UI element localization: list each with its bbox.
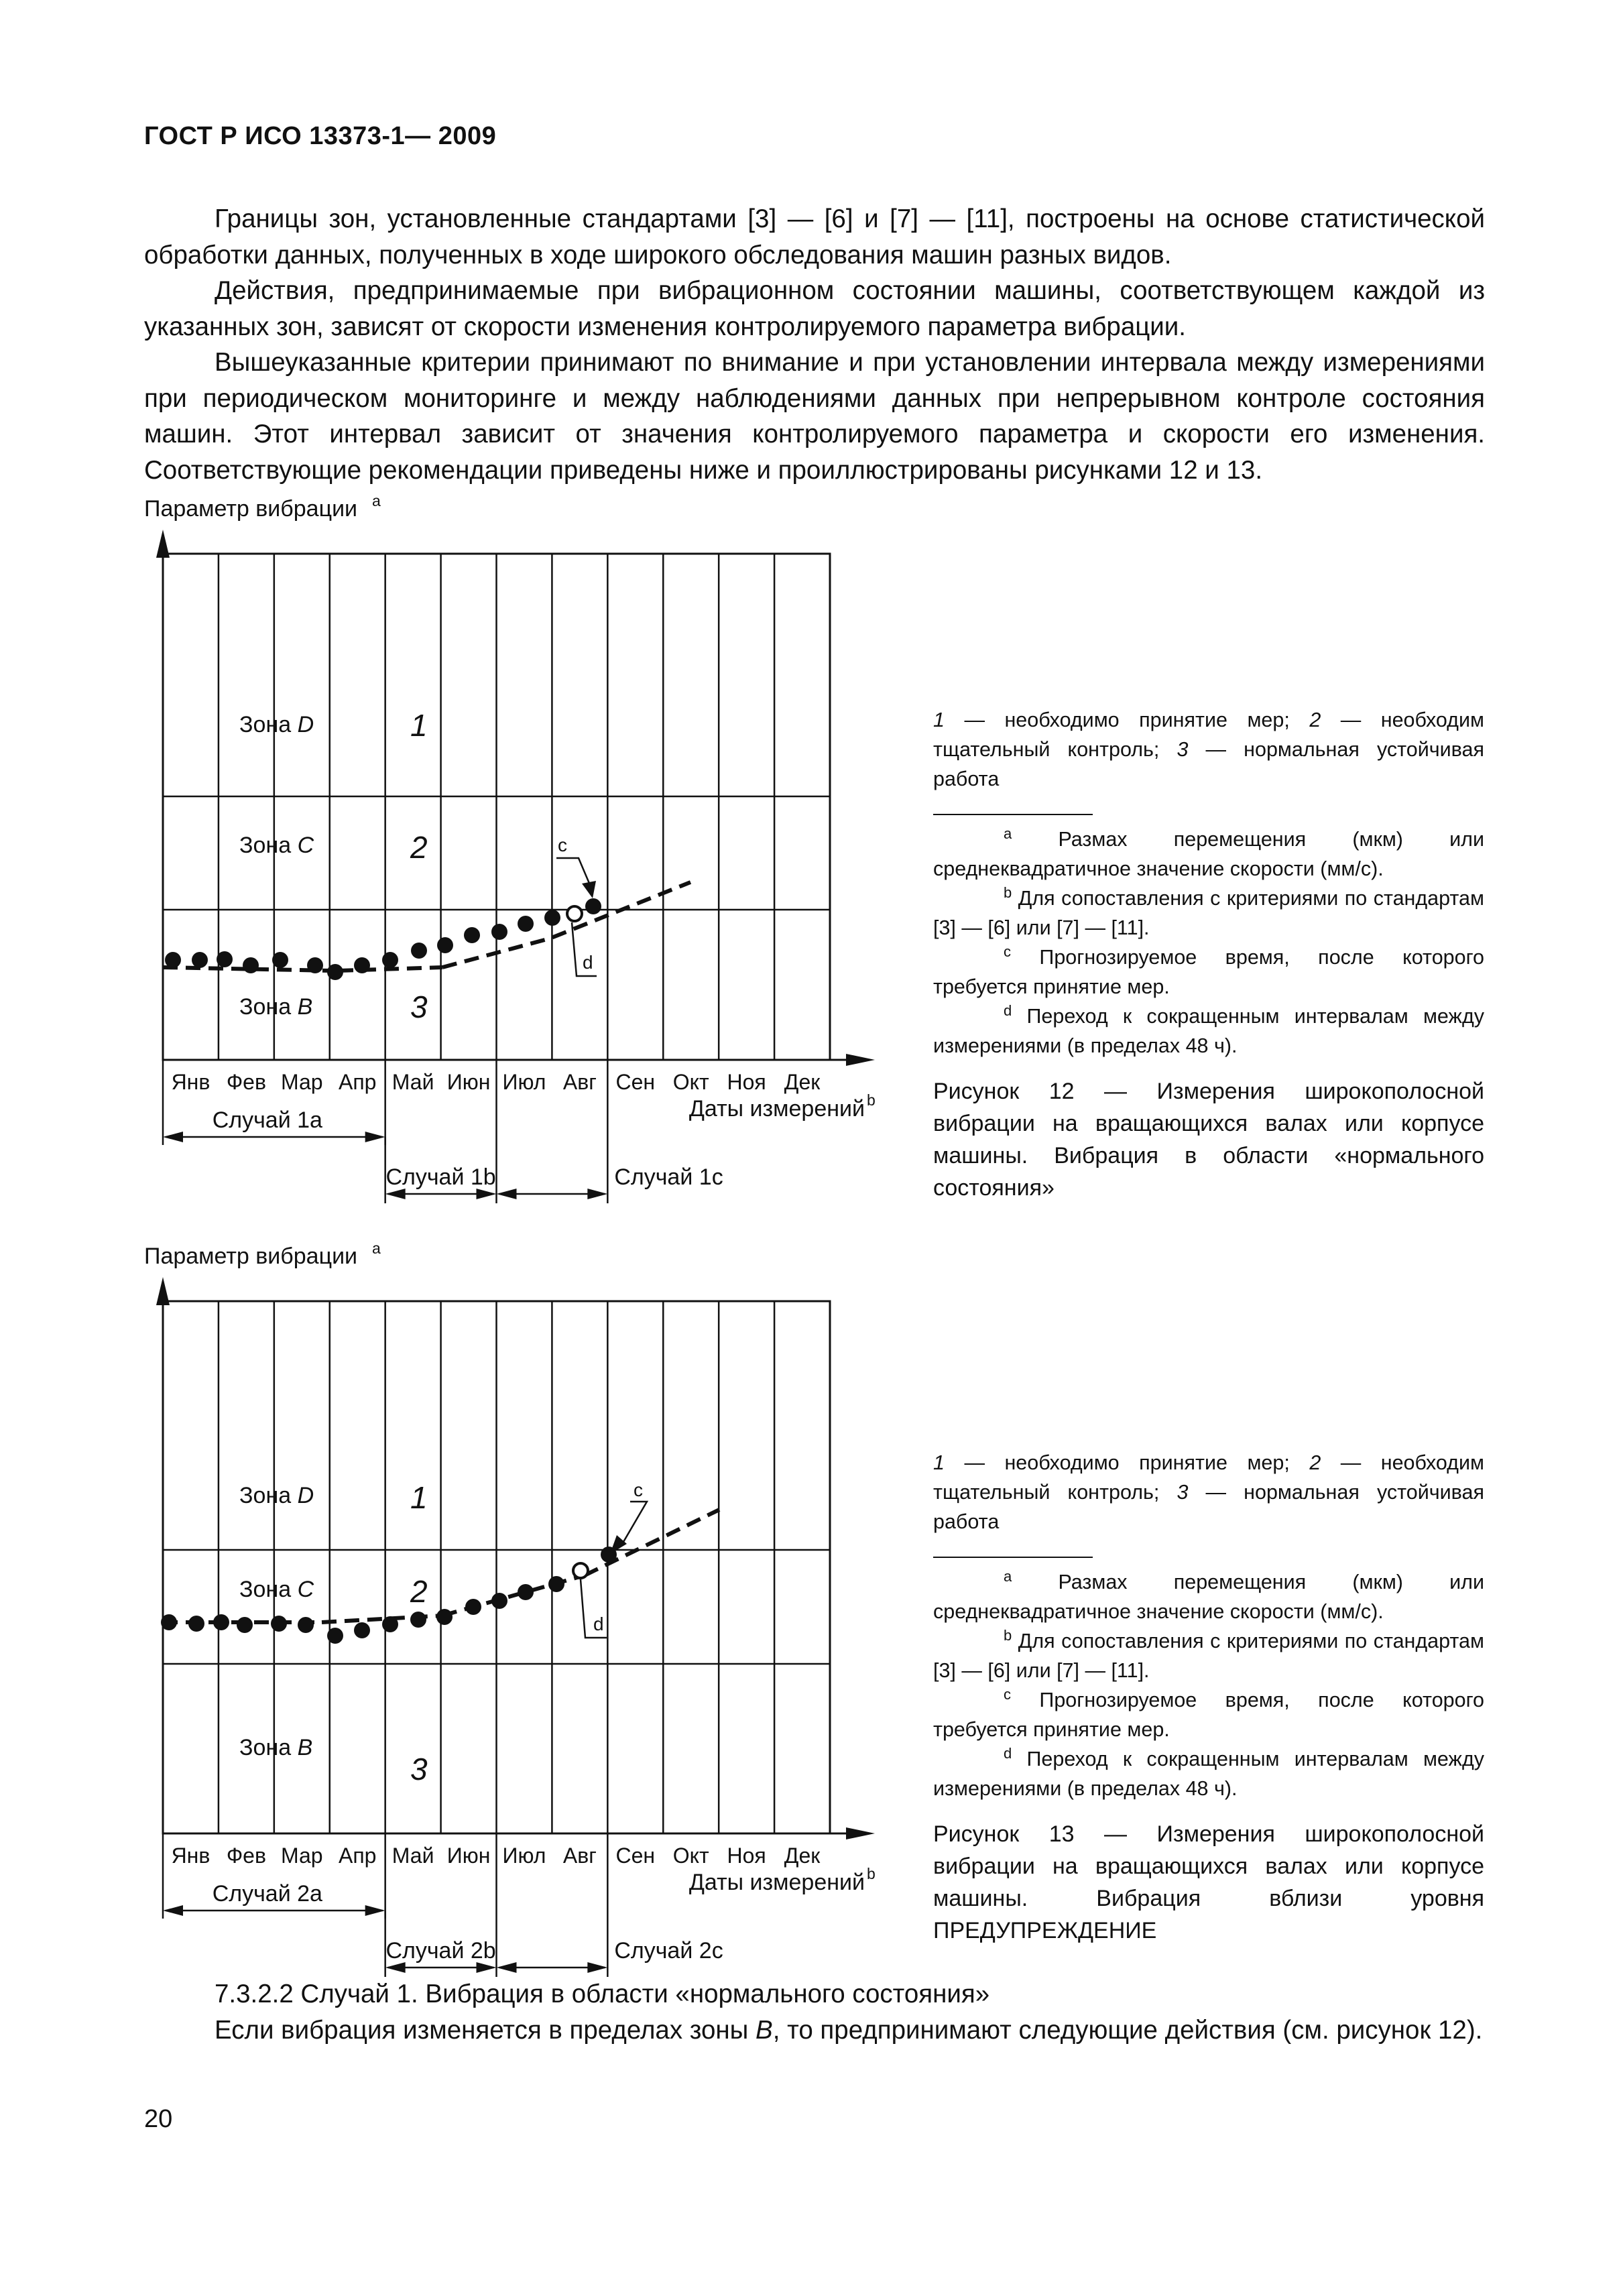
footnote-a: $^a$ Размах перемещения (мкм) или среднеквадратичное значение скорости (мм/с). <box>933 1567 1484 1623</box>
measurement-point <box>410 1612 426 1628</box>
zone-number: 2 <box>410 830 428 865</box>
marker-c-label: c <box>558 835 567 855</box>
month-label: Мар <box>280 1844 323 1868</box>
zone-number: 3 <box>410 989 428 1024</box>
case-label: Случай 2a <box>212 1881 322 1907</box>
measurement-point <box>354 1622 370 1638</box>
footnote-b: $^b$ Для сопоставления с критериями по стандартам [3] — [6] или [7] — [11]. <box>933 884 1484 939</box>
x-axis-superscript: b <box>867 1091 876 1109</box>
month-label: Июл <box>502 1844 546 1868</box>
case-label: Случай 1c <box>614 1164 723 1190</box>
figure-13-notes <box>933 1448 1484 1947</box>
y-axis-label: Параметр вибрации <box>144 1244 358 1269</box>
paragraph: Границы зон, установленные стандартами [3] — [6] и [7] — [11], построены на основе статистической обработки данных, полученных в ходе широкого обследования машин разных видов. <box>144 204 1485 269</box>
month-label: Авг <box>562 1844 597 1868</box>
paragraph: Вышеуказанные критерии принимают по внимание и при установлении интервала между измерениями при периодическом мониторинге и между наблюдениями данных при непрерывном контроле состояния машин. Этот интервал зависит от значения контролируемого параметра и скорости его изменения. Соответствующие рекомендации приведены ниже и проиллюстрированы рисунками 12 и 13. <box>144 348 1485 485</box>
measurement-point <box>298 1617 314 1633</box>
footnote-d: $^d$ Переход к сокращенным интервалам между измерениями (в пределах 48 ч). <box>933 1744 1484 1800</box>
zone-label <box>239 1735 312 1760</box>
document-header: ГОСТ Р ИСО 13373-1— 2009 <box>144 122 497 150</box>
month-label: Май <box>392 1844 434 1868</box>
marker-c-label: c <box>634 1479 643 1500</box>
measurement-point <box>213 1614 229 1630</box>
zone-label-text: Зона <box>239 833 298 858</box>
footnote-divider <box>933 814 1093 815</box>
marker-c-leader <box>623 1502 647 1542</box>
measurement-point <box>465 1599 481 1615</box>
marker-d-label: d <box>583 952 593 973</box>
figure-12-notes <box>933 705 1484 1204</box>
x-axis-label: Даты измерений <box>688 1870 865 1895</box>
zone-letter: D <box>297 1483 314 1508</box>
case-label: Случай 1b <box>385 1164 496 1190</box>
month-label: Май <box>392 1070 434 1094</box>
page-number: 20 <box>144 2105 173 2133</box>
month-label: Июн <box>446 1070 491 1094</box>
zone-letter: B <box>297 994 313 1020</box>
section-title: 7.3.2.2 Случай 1. Вибрация в области «нормального состояния» <box>215 1980 990 2008</box>
footnote-divider <box>933 1557 1093 1558</box>
zone-number: 1 <box>410 708 428 743</box>
zone-label-text: Зона <box>239 994 298 1020</box>
case-arrow <box>385 1962 406 1973</box>
case-label: Случай 1a <box>212 1107 322 1133</box>
measurement-point <box>161 1614 177 1630</box>
measurement-point <box>271 1616 287 1632</box>
month-label: Авг <box>562 1070 597 1094</box>
zone-number: 1 <box>410 1480 428 1515</box>
measurement-point <box>491 1593 507 1609</box>
measurement-point <box>436 1609 453 1625</box>
month-label: Дек <box>784 1844 821 1868</box>
section-7-3-2-2 <box>144 1976 1485 2048</box>
case-arrow <box>365 1905 385 1916</box>
month-label: Апр <box>338 1070 377 1094</box>
figure-12-caption: Рисунок 12 — Измерения широкополосной вибрации на вращающихся валах или корпусе машины. Вибрация в области «нормального состояния» <box>933 1079 1484 1201</box>
month-label: Ноя <box>727 1844 766 1868</box>
month-label: Окт <box>672 1070 709 1094</box>
paragraph: Действия, предпринимаемые при вибрационном состоянии машины, соответствующем каждой из указанных зон, зависят от скорости изменения контролируемого параметра вибрации. <box>144 276 1485 341</box>
zone-letter: D <box>297 712 314 737</box>
trend-line <box>585 1510 719 1575</box>
x-axis-superscript: b <box>867 1865 876 1882</box>
case-arrow <box>497 1962 517 1973</box>
footnote-d: $^d$ Переход к сокращенным интервалам между измерениями (в пределах 48 ч). <box>933 1002 1484 1057</box>
measurement-point <box>518 1584 534 1600</box>
month-label: Сен <box>615 1844 656 1868</box>
case-label: Случай 2c <box>614 1938 723 1963</box>
month-label: Июл <box>502 1070 546 1094</box>
footnote-a: $^a$ Размах перемещения (мкм) или среднеквадратичное значение скорости (мм/с). <box>933 825 1484 880</box>
month-label: Янв <box>171 1844 211 1868</box>
month-label: Фев <box>226 1070 266 1094</box>
predicted-point <box>573 1563 588 1578</box>
case-arrow <box>477 1962 497 1973</box>
zone-number: 3 <box>410 1752 428 1787</box>
month-label: Мар <box>280 1070 323 1094</box>
x-axis-arrow <box>846 1827 875 1839</box>
footnote-b: $^b$ Для сопоставления с критериями по стандартам [3] — [6] или [7] — [11]. <box>933 1626 1484 1682</box>
y-axis-label: Параметр вибрации <box>144 496 358 522</box>
month-label: Окт <box>672 1844 709 1868</box>
zone-number: 2 <box>410 1574 428 1609</box>
figure-legend: 1 — необходимо принятие мер; 2 — необходим тщательный контроль; 3 — нормальная устойчивая работа <box>933 709 1485 790</box>
footnote-c: $^c$ Прогнозируемое время, после которого требуется принятие мер. <box>933 1685 1484 1741</box>
figure-13-caption: Рисунок 13 — Измерения широкополосной вибрации на вращающихся валах или корпусе машины. Вибрация вблизи уровня ПРЕДУПРЕЖДЕНИЕ <box>933 1821 1484 1943</box>
zone-letter: B <box>297 1735 313 1760</box>
measurement-point <box>548 1576 564 1592</box>
month-label: Ноя <box>727 1070 766 1094</box>
zone-label-text: Зона <box>239 1577 298 1602</box>
month-label: Янв <box>171 1070 211 1094</box>
measurement-point <box>237 1617 253 1633</box>
section-paragraph: Если вибрация изменяется в пределах зоны B, то предпринимают следующие действия (см. рисунок 12). <box>215 2015 1483 2045</box>
y-axis-superscript: a <box>372 492 381 509</box>
case-arrow <box>163 1905 183 1916</box>
case-label: Случай 2b <box>385 1938 496 1963</box>
month-label: Сен <box>615 1070 656 1094</box>
zone-label <box>239 1577 314 1602</box>
zone-label <box>239 1483 314 1508</box>
y-axis-superscript: a <box>372 1240 381 1257</box>
zone-label-text: Зона <box>239 1735 298 1760</box>
month-label: Дек <box>784 1070 821 1094</box>
zone-letter: C <box>297 833 314 858</box>
month-label: Апр <box>338 1844 377 1868</box>
figure-legend: 1 — необходимо принятие мер; 2 — необходим тщательный контроль; 3 — нормальная устойчивая работа <box>933 1451 1485 1533</box>
x-axis-label: Даты измерений <box>688 1096 865 1122</box>
measurement-point <box>382 1616 398 1632</box>
marker-c-arrow <box>610 1535 627 1554</box>
case-arrow <box>587 1962 607 1973</box>
measurement-point <box>188 1616 204 1632</box>
month-label: Июн <box>446 1844 491 1868</box>
marker-d-label: d <box>593 1614 604 1634</box>
footnote-c: $^c$ Прогнозируемое время, после которого требуется принятие мер. <box>933 943 1484 998</box>
month-label: Фев <box>226 1844 266 1868</box>
zone-label-text: Зона <box>239 1483 298 1508</box>
measurement-point <box>327 1628 343 1644</box>
zone-letter: C <box>297 1577 314 1602</box>
zone-label-text: Зона <box>239 712 298 737</box>
